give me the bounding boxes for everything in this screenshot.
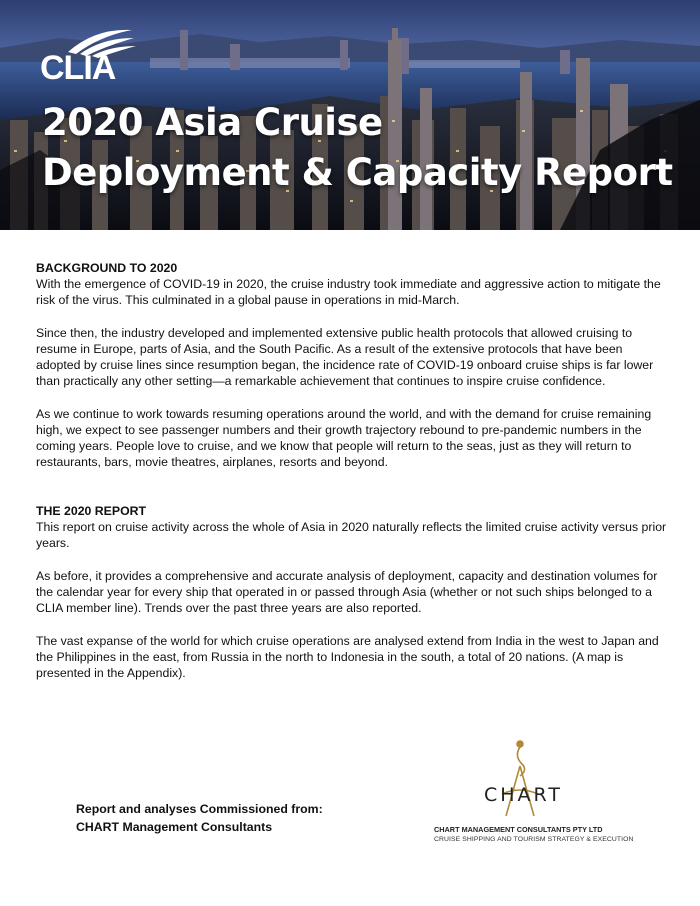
report-heading: THE 2020 REPORT: [36, 503, 147, 518]
background-paragraph-1: With the emergence of COVID-19 in 2020, the cruise industry took immediate and aggressive action to mitigate the risk of the virus. This culminated in a global pause in operations in mid-March.: [36, 277, 661, 308]
background-paragraph-3: As we continue to work towards resuming operations around the world, and with the demand for cruise remaining high, we expect to see passenger numbers and their growth trajectory rebound to pre-pandemic numbers in the coming years. People love to cruise, and we know that people will return to the seas, just as they will return to restaurants, bars, movie theatres, airplanes, resorts and beyond.: [36, 406, 652, 470]
report-body: [36, 260, 668, 697]
chart-tagline: CRUISE SHIPPING AND TOURISM STRATEGY & EXECUTION: [434, 836, 634, 843]
report-paragraph-2: As before, it provides a comprehensive and accurate analysis of deployment, capacity and destination volumes for the calendar year for every ship that operated in or passed through Asia (whether or not such ships belonged to a CLIA member line). Trends over the past three years are also reported.: [36, 568, 658, 616]
chart-logo-word: CHART: [484, 784, 563, 806]
header-banner: [0, 0, 700, 230]
commission-line-2: CHART Management Consultants: [76, 820, 273, 834]
title-line-1: 2020 Asia Cruise: [42, 101, 383, 144]
chart-company-name: CHART MANAGEMENT CONSULTANTS PTY LTD: [434, 825, 603, 834]
report-paragraph-1: This report on cruise activity across the whole of Asia in 2020 naturally reflects the limited cruise activity versus prior years.: [36, 520, 667, 551]
background-paragraph-2: Since then, the industry developed and implemented extensive public health protocols that allowed cruising to resume in Europe, parts of Asia, and the South Pacific. As a result of the extensive protocols that have been adopted by cruise lines since resumption began, the incidence rate of COVID-19 onboard cruise ships is far lower than practically any other setting—a remarkable achievement that continues to inspire cruise confidence.: [36, 325, 654, 389]
report-title: [42, 98, 673, 198]
commission-note: [76, 800, 323, 836]
commission-line-1: Report and analyses Commissioned from:: [76, 802, 323, 816]
title-line-2: Deployment & Capacity Report: [42, 151, 673, 194]
report-paragraph-3: The vast expanse of the world for which cruise operations are analysed extend from India in the west to Japan and the Philippines in the east, from Russia in the north to Indonesia in the south, a total of 20 nations. (A map is presented in the Appendix).: [36, 633, 659, 680]
background-heading: BACKGROUND TO 2020: [36, 261, 178, 275]
clia-logo-text: CLIA: [40, 49, 116, 87]
